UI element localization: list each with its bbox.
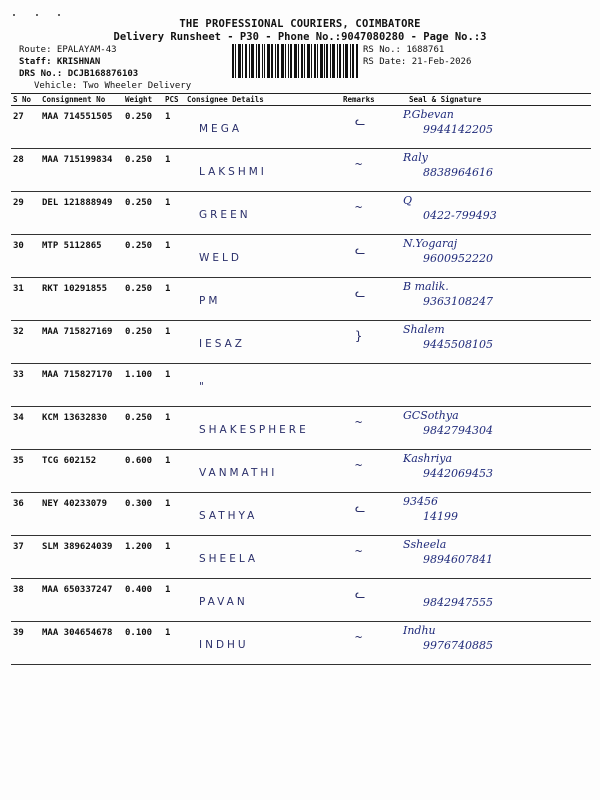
row-sno: 27 — [11, 106, 40, 149]
vehicle-label: Vehicle: Two Wheeler Delivery — [34, 81, 192, 91]
remark-mark: ~ — [355, 415, 363, 429]
row-consignment-no: MTP 5112865 — [40, 235, 123, 278]
table-row — [11, 235, 591, 278]
consignee-name: WELD — [199, 252, 242, 264]
signature-name: N.Yogaraj — [403, 237, 458, 250]
signature-phone: 9944142205 — [423, 123, 493, 136]
runsheet-table — [11, 93, 591, 665]
consignee-name: LAKSHMI — [199, 166, 267, 178]
row-weight: 0.250 — [123, 106, 163, 149]
row-sno: 39 — [11, 622, 40, 665]
row-weight: 0.250 — [123, 321, 163, 364]
row-weight: 1.200 — [123, 536, 163, 579]
col-seal: Seal & Signature — [393, 94, 591, 106]
row-signature — [393, 235, 591, 278]
remark-mark: ᓚ — [355, 286, 366, 300]
row-consignment-no: RKT 10291855 — [40, 278, 123, 321]
remark-mark: ~ — [355, 157, 363, 171]
row-sno: 31 — [11, 278, 40, 321]
consignee-name: SATHYA — [199, 510, 258, 522]
row-remarks — [341, 407, 393, 450]
signature-phone: 9600952220 — [423, 252, 493, 265]
table-row — [11, 149, 591, 192]
route-label: Route: EPALAYAM-43 — [19, 45, 117, 55]
signature-name: Shalem — [403, 323, 445, 336]
table-row — [11, 364, 591, 407]
row-pcs: 1 — [163, 407, 185, 450]
row-consignee — [185, 364, 341, 407]
table-row — [11, 278, 591, 321]
row-signature — [393, 407, 591, 450]
row-consignment-no: MAA 715199834 — [40, 149, 123, 192]
row-remarks — [341, 192, 393, 235]
row-remarks — [341, 622, 393, 665]
signature-phone: 9976740885 — [423, 639, 493, 652]
remark-mark: ~ — [355, 544, 363, 558]
row-remarks — [341, 450, 393, 493]
row-remarks — [341, 106, 393, 149]
table-row — [11, 192, 591, 235]
row-remarks — [341, 149, 393, 192]
row-consignee — [185, 278, 341, 321]
row-consignee — [185, 622, 341, 665]
row-weight: 0.250 — [123, 407, 163, 450]
row-sno: 34 — [11, 407, 40, 450]
row-signature — [393, 579, 591, 622]
row-pcs: 1 — [163, 579, 185, 622]
consignee-name: PM — [199, 295, 221, 307]
row-sno: 28 — [11, 149, 40, 192]
row-consignee — [185, 493, 341, 536]
row-consignee — [185, 321, 341, 364]
row-signature — [393, 278, 591, 321]
row-weight: 1.100 — [123, 364, 163, 407]
row-sno: 36 — [11, 493, 40, 536]
col-remarks: Remarks — [341, 94, 393, 106]
signature-phone: 9894607841 — [423, 553, 493, 566]
row-consignee — [185, 192, 341, 235]
row-consignment-no: MAA 650337247 — [40, 579, 123, 622]
row-signature — [393, 364, 591, 407]
row-signature — [393, 106, 591, 149]
signature-name: Kashriya — [403, 452, 453, 465]
col-weight: Weight — [123, 94, 163, 106]
corner-dot — [58, 14, 60, 16]
remark-mark: ᓚ — [355, 243, 366, 257]
row-consignment-no: NEY 40233079 — [40, 493, 123, 536]
remark-mark: ~ — [355, 630, 363, 644]
row-consignee — [185, 536, 341, 579]
row-consignment-no: MAA 304654678 — [40, 622, 123, 665]
row-consignment-no: KCM 13632830 — [40, 407, 123, 450]
row-signature — [393, 321, 591, 364]
row-consignee — [185, 407, 341, 450]
table-row — [11, 407, 591, 450]
consignee-name: INDHU — [199, 639, 249, 651]
drs-label: DRS No.: DCJB168876103 — [19, 69, 139, 79]
row-pcs: 1 — [163, 536, 185, 579]
signature-phone: 9363108247 — [423, 295, 493, 308]
table-row — [11, 450, 591, 493]
company-title: THE PROFESSIONAL COURIERS, COIMBATORE — [179, 18, 421, 30]
consignee-name: GREEN — [199, 209, 251, 221]
table-header-row — [11, 94, 591, 106]
signature-name: Q — [403, 194, 413, 207]
table-row — [11, 536, 591, 579]
row-sno: 37 — [11, 536, 40, 579]
consignee-name: SHAKESPHERE — [199, 424, 309, 436]
row-consignee — [185, 450, 341, 493]
row-sno: 30 — [11, 235, 40, 278]
table-row — [11, 106, 591, 149]
row-remarks — [341, 278, 393, 321]
table-row — [11, 622, 591, 665]
row-signature — [393, 622, 591, 665]
row-sno: 29 — [11, 192, 40, 235]
signature-phone: 9842794304 — [423, 424, 493, 437]
rs-number: RS No.: 1688761 — [363, 45, 445, 55]
signature-name: 93456 — [403, 495, 438, 508]
row-sno: 35 — [11, 450, 40, 493]
row-pcs: 1 — [163, 622, 185, 665]
row-weight: 0.250 — [123, 149, 163, 192]
row-remarks — [341, 493, 393, 536]
row-remarks — [341, 536, 393, 579]
row-consignee — [185, 106, 341, 149]
row-signature — [393, 192, 591, 235]
row-consignment-no: MAA 715827170 — [40, 364, 123, 407]
signature-name: B malik. — [403, 280, 449, 293]
remark-mark: ᓚ — [355, 114, 366, 128]
row-pcs: 1 — [163, 235, 185, 278]
corner-dot — [36, 14, 38, 16]
signature-phone: 9842947555 — [423, 596, 493, 609]
consignee-name: " — [199, 381, 207, 393]
row-weight: 0.250 — [123, 278, 163, 321]
rs-date: RS Date: 21-Feb-2026 — [363, 57, 472, 67]
consignee-name: IESAZ — [199, 338, 245, 350]
signature-name: Ssheela — [403, 538, 447, 551]
row-weight: 0.600 — [123, 450, 163, 493]
row-pcs: 1 — [163, 364, 185, 407]
signature-phone: 8838964616 — [423, 166, 493, 179]
barcode-image — [232, 44, 358, 78]
row-consignment-no: DEL 121888949 — [40, 192, 123, 235]
row-pcs: 1 — [163, 149, 185, 192]
signature-name: P.Gbevan — [403, 108, 454, 121]
row-remarks — [341, 321, 393, 364]
signature-name: Raly — [403, 151, 428, 164]
consignee-name: PAVAN — [199, 596, 248, 608]
col-consignment: Consignment No — [40, 94, 123, 106]
row-weight: 0.250 — [123, 192, 163, 235]
table-row — [11, 321, 591, 364]
signature-phone: 14199 — [423, 510, 458, 523]
row-signature — [393, 536, 591, 579]
staff-label: Staff: KRISHNAN — [19, 57, 101, 67]
row-weight: 0.250 — [123, 235, 163, 278]
remark-mark: } — [355, 329, 363, 343]
row-signature — [393, 450, 591, 493]
row-consignment-no: MAA 715827169 — [40, 321, 123, 364]
row-pcs: 1 — [163, 106, 185, 149]
row-consignment-no: TCG 602152 — [40, 450, 123, 493]
row-sno: 32 — [11, 321, 40, 364]
row-remarks — [341, 364, 393, 407]
signature-name: Indhu — [403, 624, 436, 637]
row-consignee — [185, 235, 341, 278]
row-consignment-no: SLM 389624039 — [40, 536, 123, 579]
signature-name: GCSothya — [403, 409, 459, 422]
remark-mark: ~ — [355, 200, 363, 214]
consignee-name: VANMATHI — [199, 467, 278, 479]
row-consignee — [185, 579, 341, 622]
row-pcs: 1 — [163, 321, 185, 364]
col-pcs: PCS — [163, 94, 185, 106]
row-sno: 38 — [11, 579, 40, 622]
row-pcs: 1 — [163, 450, 185, 493]
table-row — [11, 579, 591, 622]
row-pcs: 1 — [163, 192, 185, 235]
row-weight: 0.300 — [123, 493, 163, 536]
row-consignee — [185, 149, 341, 192]
row-weight: 0.100 — [123, 622, 163, 665]
row-weight: 0.400 — [123, 579, 163, 622]
row-remarks — [341, 579, 393, 622]
consignee-name: SHEELA — [199, 553, 259, 565]
row-pcs: 1 — [163, 278, 185, 321]
remark-mark: ~ — [355, 458, 363, 472]
col-consignee: Consignee Details — [185, 94, 341, 106]
signature-phone: 9442069453 — [423, 467, 493, 480]
col-sno: S No — [11, 94, 40, 106]
consignee-name: MEGA — [199, 123, 243, 135]
row-signature — [393, 493, 591, 536]
table-row — [11, 493, 591, 536]
row-signature — [393, 149, 591, 192]
signature-phone: 9445508105 — [423, 338, 493, 351]
remark-mark: ᓚ — [355, 501, 366, 515]
row-sno: 33 — [11, 364, 40, 407]
row-remarks — [341, 235, 393, 278]
row-consignment-no: MAA 714551505 — [40, 106, 123, 149]
signature-phone: 0422-799493 — [423, 209, 497, 222]
remark-mark: ᓚ — [355, 587, 366, 601]
corner-dot — [13, 14, 15, 16]
runsheet-subtitle: Delivery Runsheet - P30 - Phone No.:9047080280 - Page No.:3 — [113, 31, 487, 43]
row-pcs: 1 — [163, 493, 185, 536]
